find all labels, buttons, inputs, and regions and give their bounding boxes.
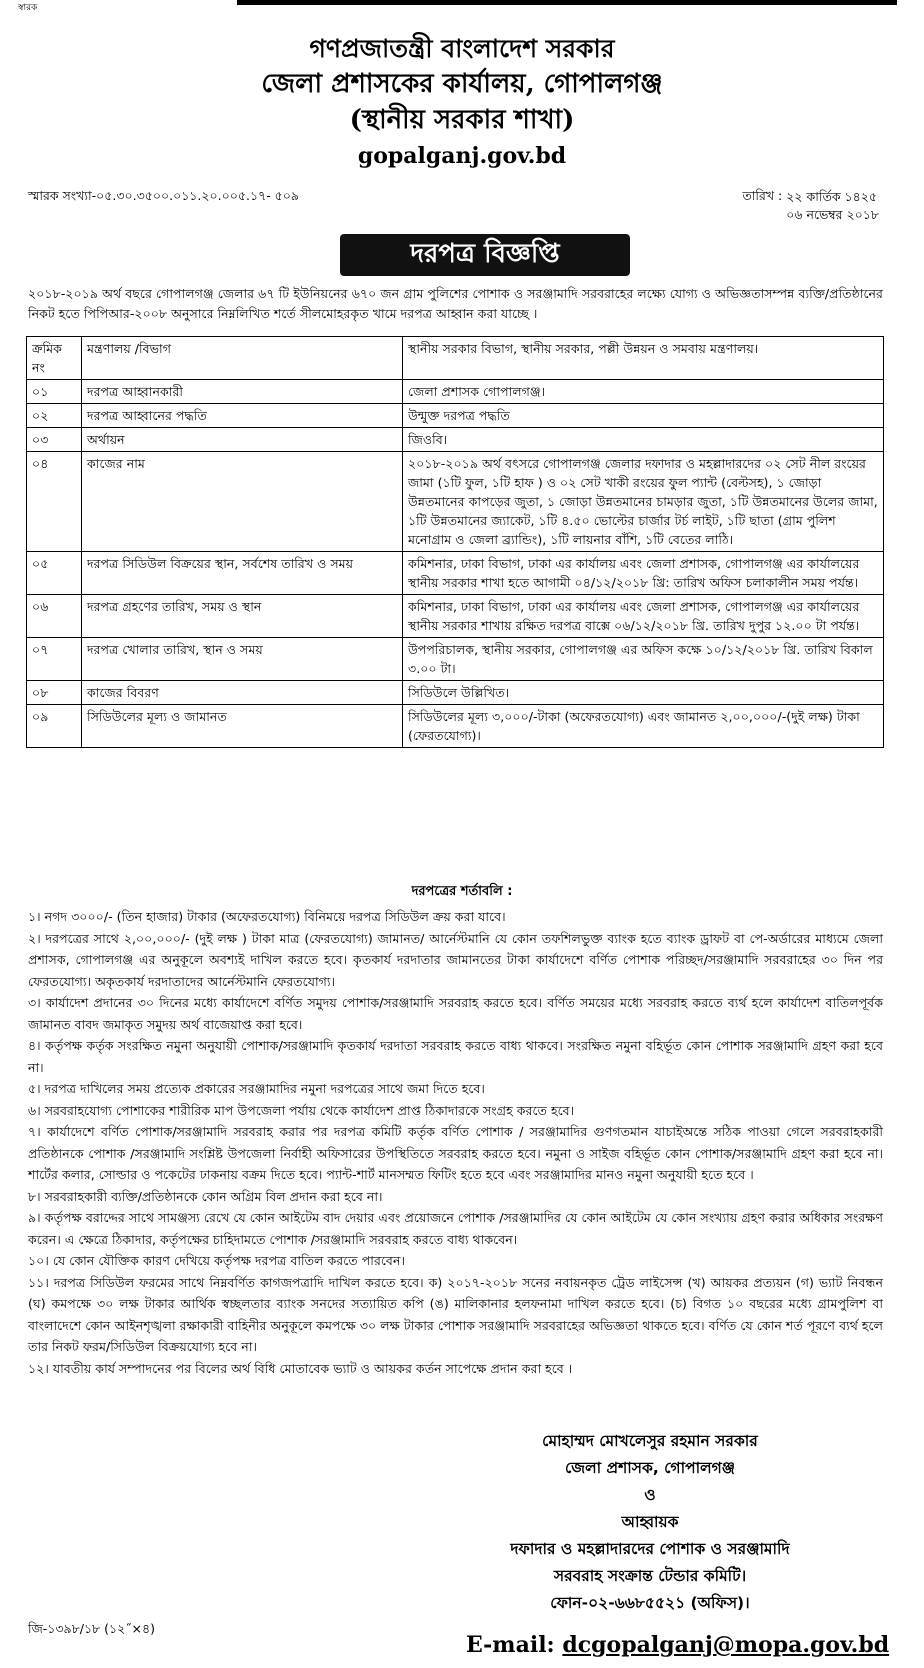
signatory-name: মোহাম্মদ মোখলেসুর রহমান সরকার [542,1432,758,1450]
table-row [27,681,884,705]
table-row [27,380,884,404]
signature-block [420,1428,880,1617]
date-values [786,188,879,224]
row-value: উপপরিচালক, স্থানীয় সরকার, গোপালগঞ্জ এর অফিস কক্ষে ১০/১২/২০১৮ খ্রি. তারিখ বিকাল ৩.০০ টা। [403,638,884,681]
website-text: gopalganj.gov.bd [357,143,567,169]
table-row [27,337,884,380]
condition-item: ১০। যে কোন যৌক্তিক কারণ দেখিয়ে কর্তৃপক্ষ দরপত্র বাতিল করতে পারবেন। [28,1253,405,1268]
government-title: গণপ্রজাতন্ত্রী বাংলাদেশ সরকার [309,34,615,63]
conditions-list [28,906,883,1379]
table-row [27,638,884,681]
row-value: জেলা প্রশাসক গোপালগঞ্জ। [403,380,884,404]
table-row [27,705,884,748]
row-number: ০৫ [27,552,82,595]
branch-title: (স্থানীয় সরকার শাখা) [349,105,575,135]
condition-item: ৫। দরপত্র দাখিলের সময় প্রত্যেক প্রকারের সরঞ্জামাদির নমুনা দরপত্রের সাথে জমা দিতে হবে। [28,1081,485,1096]
top-rule [237,0,897,5]
signatory-designation: জেলা প্রশাসক, গোপালগঞ্জ [564,1459,736,1477]
row-value: কমিশনার, ঢাকা বিভাগ, ঢাকা এর কার্যালয় এবং জেলা প্রশাসক, গোপালগঞ্জ এর কার্যালয়ের স্থানীয় সরকার শাখায় রক্ষিত দরপত্র বাক্সে ০৬/১২/২০১৮ খ্রি. তারিখ দুপুর ১২.০০ টা পর্যন্ত। [403,595,884,638]
row-number: ০৮ [27,681,82,705]
row-number: ক্রমিক নং [27,337,82,380]
email-line [466,1632,889,1658]
row-number: ০৯ [27,705,82,748]
signatory-role: আহ্বায়ক [621,1513,679,1531]
footer-code: জি-১৩৯৮/১৮ (১২˝×৪) [28,1621,155,1636]
row-field: দরপত্র আহ্বানকারী [82,380,403,404]
signature-and: ও [644,1486,656,1504]
intro-paragraph: ২০১৮-২০১৯ অর্থ বছরে গোপালগঞ্জ জেলার ৬৭ টি ইউনিয়নের ৬৭০ জন গ্রাম পুলিশের পোশাক ও সরঞ্জামাদি সরবরাহের লক্ষ্যে যোগ্য ও অভিজ্ঞতাসম্পন্ন ব্যক্তি/প্রতিষ্ঠানের নিকট হতে পিপিআর-২০০৮ অনুসারে নিম্নলিখিত শর্তে সীলমোহরকৃত খামে দরপত্র আহ্বান করা যাচ্ছে । [28,286,883,321]
row-number: ০৪ [27,452,82,552]
row-number: ০৩ [27,428,82,452]
row-value: সিডিউলে উল্লিখিত। [403,681,884,705]
row-field: দরপত্র সিডিউল বিক্রয়ের স্থান, সর্বশেষ তারিখ ও সময় [82,552,403,595]
corner-text: স্বারক [18,3,38,13]
header [0,32,924,172]
condition-item: ৯। কর্তৃপক্ষ বরাদ্দের সাথে সামঞ্জস্য রেখে যে কোন আইটেম বাদ দেয়ার এবং প্রয়োজনে পোশাক /সরঞ্জামাদির যে কোন আইটেম যে কোন সংখ্যায় গ্রহণ করার অধিকার সংরক্ষণ করেন। এ ক্ষেত্রে ঠিকাদার, কর্তৃপক্ষের চাহিদামতে পোশাক /সরঞ্জামাদি সরবরাহ করতে বাধ্য থাকবেন। [28,1210,883,1247]
committee-line-2: সরবরাহ সংক্রান্ত টেন্ডার কমিটি। [553,1567,747,1585]
email-label: E-mail: [466,1632,555,1658]
row-field: কাজের নাম [82,452,403,552]
date-english: ০৬ নভেম্বর ২০১৮ [786,207,879,222]
row-number: ০৬ [27,595,82,638]
condition-item: ৬। সরবরাহযোগ্য পোশাকের শারীরিক মাপ উপজেলা পর্যায় থেকে কার্যাদেশ প্রাপ্ত ঠিকাদারকে সংগ্রহ করতে হবে। [28,1102,575,1118]
row-value: উন্মুক্ত দরপত্র পদ্ধতি [403,404,884,428]
condition-item: ৮। সরবরাহকারী ব্যক্তি/প্রতিষ্ঠানকে কোন অগ্রিম বিল প্রদান করা হবে না। [28,1188,383,1204]
table-row [27,452,884,552]
condition-item: ৩। কার্যাদেশ প্রদানের ৩০ দিনের মধ্যে কার্যাদেশে বর্ণিত সমুদয় পোশাক/সরঞ্জামাদি সরবরাহ করতে হবে। বর্ণিত সময়ের মধ্যে সরবরাহ করতে ব্যর্থ হলে কার্যাদেশ বাতিলপূর্বক জামানত বাবদ জমাকৃত সমুদয় অর্থ বাজেয়াপ্ত করা হবে। [28,995,883,1032]
condition-item: ৪। কর্তৃপক্ষ কর্তৃক সংরক্ষিত নমুনা অনুযায়ী পোশাক/সরঞ্জামাদি কৃতকার্য দরদাতা সরবরাহ করতে বাধ্য থাকবে। সংরক্ষিত নমুনা বহির্ভূত কোন পোশাক সরঞ্জামাদি গ্রহণ করা হবে না। [28,1038,883,1075]
row-value: স্থানীয় সরকার বিভাগ, স্থানীয় সরকার, পল্লী উন্নয়ন ও সমবায় মন্ত্রণালয়। [403,337,884,380]
condition-item: ৭। কার্যাদেশে বর্ণিত পোশাক/সরঞ্জামাদি সরবরাহ করার পর দরপত্র কমিটি কর্তৃক বর্ণিত পোশাক / সরঞ্জামাদির গুণগতমান যাচাইঅন্তে সঠিক পাওয়া গেলে সরবরাহকারী প্রতিষ্ঠানকে পোশাক /সরঞ্জামাদি সংশ্লিষ্ট উপজেলা নির্বাহী অফিসারের উপস্থিতিতে সরবরাহ করতে হবে। নমুনা ও সাইজ বহির্ভূত কোন পোশাক/সরঞ্জামাদি গ্রহণ করা হবে না। শার্টের কলার, সোল্ডার ও পকেটের ঢাকনায় বক্রম দিতে হবে। প্যান্ট-শার্ট মানসম্মত ফিটিং হতে হবে এবং সরঞ্জামাদির মানও নমুনা অনুযায়ী হতে হবে । [28,1124,883,1182]
table-row [27,595,884,638]
row-number: ০১ [27,380,82,404]
table-row [27,428,884,452]
tender-info-table [26,336,884,748]
conditions-title: দরপত্রের শর্তাবলি : [411,884,513,899]
condition-item: ২। দরপত্রের সাথে ২,০০,০০০/- (দুই লক্ষ ) টাকা মাত্র (ফেরতযোগ্য) জামানত/ আর্নেস্টমানি যে কোন তফশিলভুক্ত ব্যাংক হতে ব্যাংক ড্রাফট বা পে-অর্ডারের মাধ্যমে জেলা প্রশাসক, গোপালগঞ্জ এর অনুকূলে অবশ্যই দাখিল করতে হবে। কৃতকার্য দরদাতার জামানতের টাকা কার্যাদেশে বর্ণিত পোশাক পরিচ্ছদ/সরঞ্জামাদি সরবরাহের ৩০ দিন পর ফেরতযোগ্য। অকৃতকার্য দরদাতাদের আর্নেস্টমানি ফেরতযোগ্য। [28,930,883,989]
row-field: মন্ত্রণালয় /বিভাগ [82,337,403,380]
committee-line-1: দফাদার ও মহল্লাদারদের পোশাক ও সরঞ্জামাদি [510,1540,790,1558]
date-block [742,188,879,224]
row-value: ২০১৮-২০১৯ অর্থ বৎসরে গোপালগঞ্জ জেলার দফাদার ও মহল্লাদারদের ০২ সেট নীল রংয়ের জামা (১টি ফুল, ১টি হাফ ) ও ০২ সেট খাকী রংয়ের ফুল প্যান্ট (বেল্টসহ), ১ জোড়া উন্নতমানের কাপড়ের জুতা, ১ জোড়া উন্নতমানের চামড়ার জুতা, ১টি উন্নতমানের উলের জামা, ১টি উন্নতমানের জ্যাকেট, ১টি ৪.৫০ ভোল্টের চার্জার টর্চ লাইট, ১টি ছাতা (গ্রাম পুলিশ মনোগ্রাম ও জেলা ব্র্যান্ডিং), ১টি লায়নার বাঁশি, ১টি বেতের লাঠি। [403,452,884,552]
condition-item: ১। নগদ ৩০০০/- (তিন হাজার) টাকার (অফেরতযোগ্য) বিনিময়ে দরপত্র সিডিউল ক্রয় করা যাবে। [28,909,506,924]
office-title: জেলা প্রশাসকের কার্যালয়, গোপালগঞ্জ [261,69,663,99]
memo-number: স্মারক সংখ্যা-০৫.৩০.৩৫০০.০১১.২০.০০৫.১৭- ৫০৯ [28,188,300,203]
row-field: দরপত্র গ্রহণের তারিখ, সময় ও স্থান [82,595,403,638]
condition-item: ১১। দরপত্র সিডিউল ফরমের সাথে নিম্নবর্ণিত কাগজপত্রাদি দাখিল করতে হবে। ক) ২০১৭-২০১৮ সনের নবায়নকৃত ট্রেড লাইসেন্স (খ) আয়কর প্রত্যয়ন (গ) ভ্যাট নিবন্ধন (ঘ) কমপক্ষে ৩০ লক্ষ টাকার আর্থিক স্বচ্ছলতার ব্যাংক সনদের সত্যায়িত কপি (ঙ) মালিকানার হলফনামা দাখিল করতে হবে। (চ) বিগত ১০ বছরের মধ্যে গ্রামপুলিশ বা বাংলাদেশে কোন আইনশৃঙ্খলা রক্ষাকারী বাহিনীর অনুকূলে কমপক্ষে ৩০ লক্ষ টাকার পোশাক সরঞ্জামাদি সরবরাহের অভিজ্ঞতা থাকতে হবে। বর্ণিত যে কোন শর্ত পূরণে ব্যর্থ হলে তার নিকট ফরম/সিডিউল বিক্রয়যোগ্য হবে না। [28,1274,883,1354]
row-number: ০৭ [27,638,82,681]
row-field: দরপত্র খোলার তারিখ, স্থান ও সময় [82,638,403,681]
condition-item: ১২। যাবতীয় কার্য সম্পাদনের পর বিলের অর্থ বিধি মোতাবেক ভ্যাট ও আয়কর কর্তন সাপেক্ষে প্রদান করা হবে । [28,1360,573,1376]
phone-number: ফোন-০২-৬৬৮৫৫২১ (অফিস)। [550,1594,750,1612]
row-value: সিডিউলের মূল্য ৩,০০০/-টাকা (অফেরতযোগ্য) এবং জামানত ২,০০,০০০/-(দুই লক্ষ) টাকা (ফেরতযোগ্য)। [403,705,884,748]
row-field: অর্থায়ন [82,428,403,452]
email-link[interactable]: dcgopalganj@mopa.gov.bd [562,1632,890,1658]
row-field: কাজের বিবরণ [82,681,403,705]
date-bangla: ২২ কার্তিক ১৪২৫ [786,189,878,204]
table-row [27,404,884,428]
row-number: ০২ [27,404,82,428]
date-label: তারিখ : [742,188,783,203]
row-field: দরপত্র আহ্বানের পদ্ধতি [82,404,403,428]
row-value: কমিশনার, ঢাকা বিভাগ, ঢাকা এর কার্যালয় এবং জেলা প্রশাসক, গোপালগঞ্জ এর কার্যালয়ের স্থানীয় সরকার শাখা হতে আগামী ০৪/১২/২০১৮ খ্রি: তারিখ অফিস চলাকালীন সময় পর্যন্ত। [403,552,884,595]
notice-title: দরপত্র বিজ্ঞপ্তি [340,234,630,276]
row-field: সিডিউলের মূল্য ও জামানত [82,705,403,748]
table-row [27,552,884,595]
row-value: জিওবি। [403,428,884,452]
